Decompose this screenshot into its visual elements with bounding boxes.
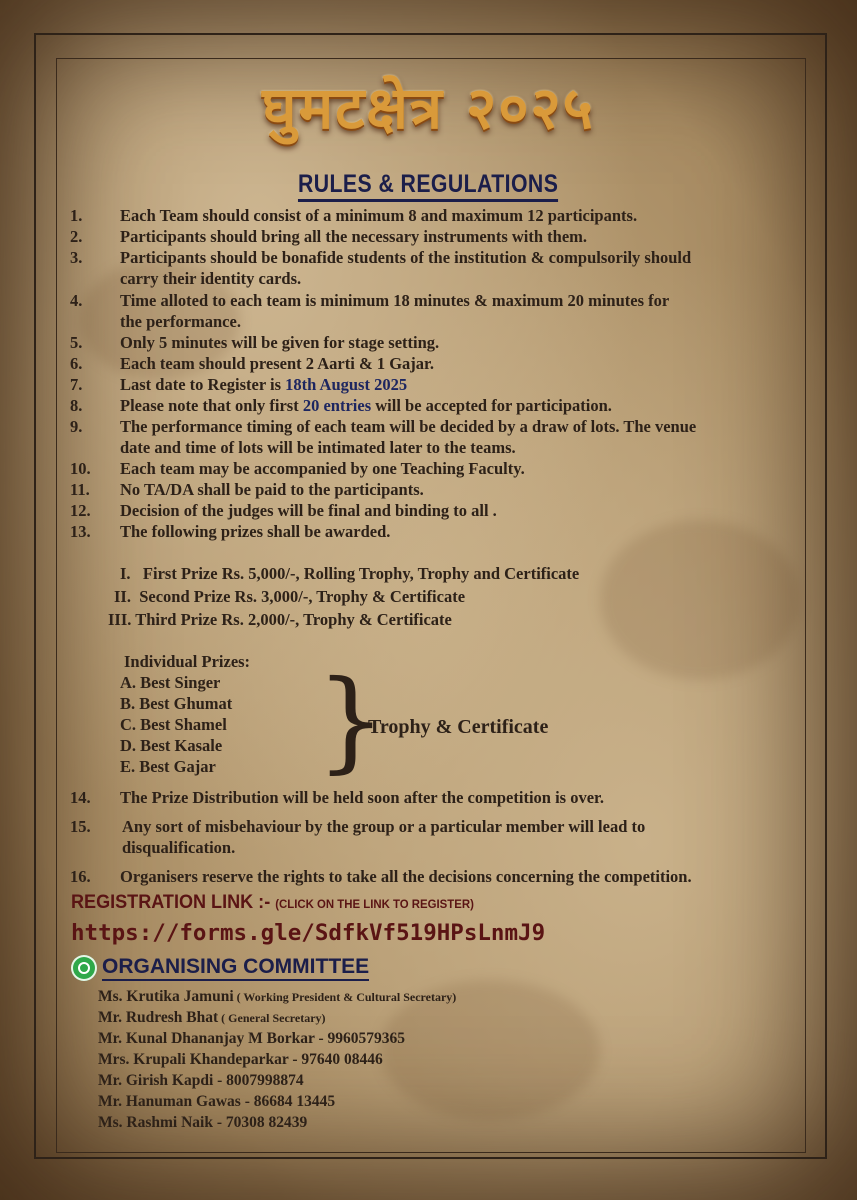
registration-note: (CLICK ON THE LINK TO REGISTER) [275, 897, 474, 911]
individual-prize-item: C. Best Shamel [120, 715, 227, 734]
highlight-date: 18th August 2025 [285, 375, 408, 394]
rules-heading: RULES & REGULATIONS [0, 170, 857, 202]
individual-prize-item: A. Best Singer [120, 673, 221, 692]
individual-prize-item: B. Best Ghumat [120, 694, 233, 713]
committee-member: Ms. Rashmi Naik - 70308 82439 [98, 1114, 308, 1131]
prize-third: III. Third Prize Rs. 2,000/-, Trophy & Certificate [108, 610, 452, 629]
highlight-entries: 20 entries [302, 396, 372, 415]
prize-first: I. First Prize Rs. 5,000/-, Rolling Trophy, Trophy and Certificate [120, 564, 580, 583]
committee-member: Mr. Rudresh Bhat ( General Secretary) [98, 1009, 326, 1026]
prize-second: II. Second Prize Rs. 3,000/-, Trophy & Certificate [114, 587, 466, 606]
committee-member: Mr. Kunal Dhananjay M Borkar - 9960579365 [98, 1030, 406, 1047]
whatsapp-icon [71, 955, 97, 981]
individual-prize-item: E. Best Gajar [120, 757, 216, 776]
individual-prize-item: D. Best Kasale [120, 736, 223, 755]
committee-member: Mr. Hanuman Gawas - 86684 13445 [98, 1093, 336, 1110]
brace-symbol: } [316, 656, 386, 784]
registration-link[interactable]: https://forms.gle/SdfkVf519HPsLnmJ9 [71, 920, 546, 946]
registration-label: REGISTRATION LINK :- (CLICK ON THE LINK TO REGISTER) [71, 892, 474, 913]
event-title: घुमटक्षेत्र २०२५ [262, 74, 595, 142]
individual-prizes-heading: Individual Prizes: [124, 652, 251, 671]
individual-award: Trophy & Certificate [368, 716, 549, 738]
committee-heading: ORGANISING COMMITTEE [102, 955, 369, 981]
committee-member: Mrs. Krupali Khandeparkar - 97640 08446 [98, 1051, 383, 1068]
committee-member: Ms. Krutika Jamuni ( Working President & Cultural Secretary) [98, 988, 457, 1005]
committee-member: Mr. Girish Kapdi - 8007998874 [98, 1072, 304, 1089]
